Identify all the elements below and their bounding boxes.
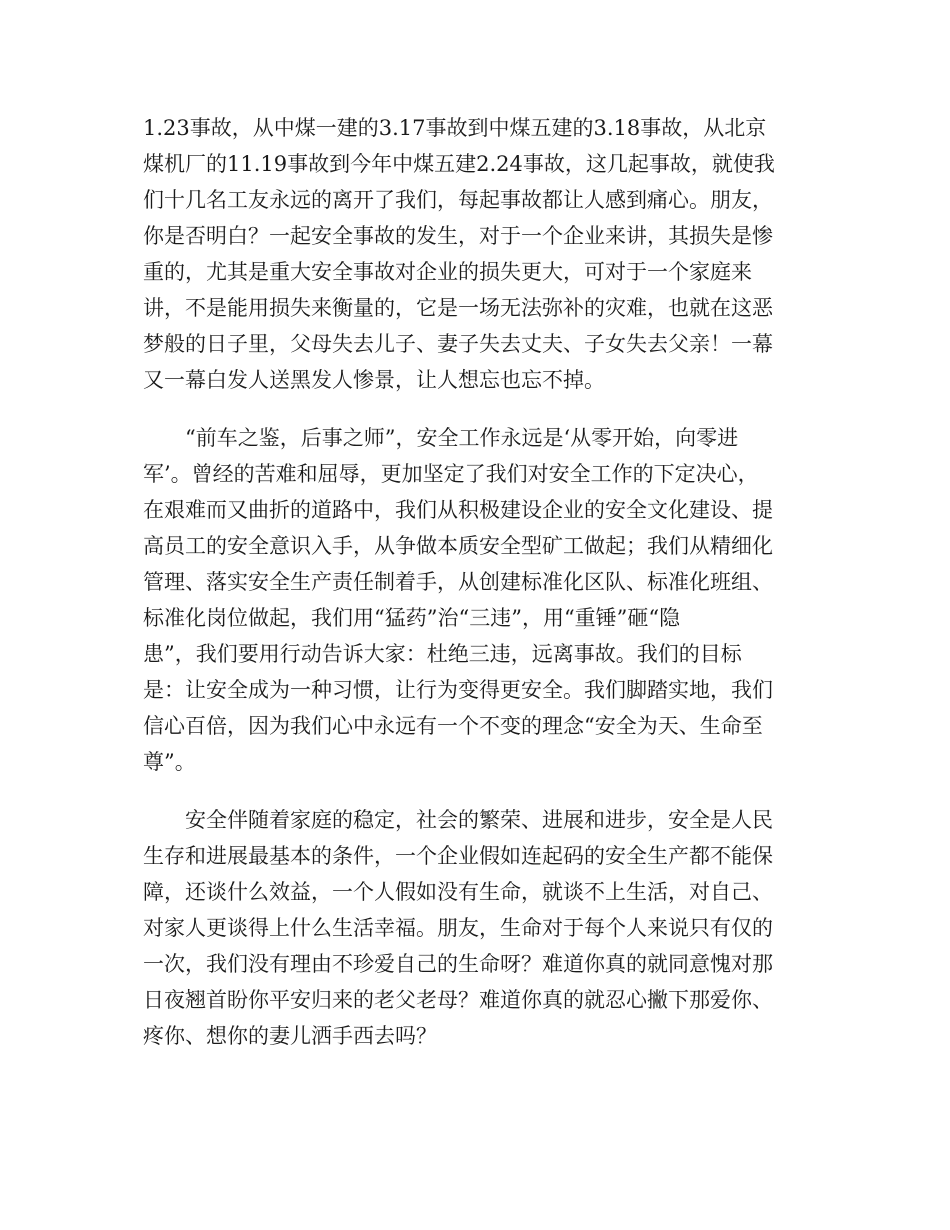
text-line: 障，还谈什么效益，一个人假如没有生命，就谈不上生活，对自己、: [143, 880, 773, 904]
text-line: 日夜翘首盼你平安归来的老父老母？难道你真的就忍心撇下那爱你、: [143, 988, 773, 1012]
text-line: 高员工的安全意识入手，从争做本质安全型矿工做起；我们从精细化: [143, 534, 773, 558]
text-line: 患”，我们要用行动告诉大家：杜绝三违，远离事故。我们的目标: [143, 642, 742, 666]
text-line: 梦般的日子里，父母失去儿子、妻子失去丈夫、子女失去父亲！一幕: [143, 332, 773, 356]
text-line: 管理、落实安全生产责任制着手，从创建标准化区队、标准化班组、: [143, 570, 773, 594]
text-line: 生存和进展最基本的条件，一个企业假如连起码的安全生产都不能保: [143, 844, 773, 868]
text-line: 重的，尤其是重大安全事故对企业的损失更大，可对于一个家庭来: [143, 260, 752, 284]
text-line: 信心百倍，因为我们心中永远有一个不变的理念“安全为天、生命至: [143, 714, 763, 738]
text-line: 你是否明白？一起安全事故的发生，对于一个企业来讲，其损失是惨: [143, 224, 773, 248]
text-line: 安全伴随着家庭的稳定，社会的繁荣、进展和进步，安全是人民: [185, 808, 773, 832]
text-line: 们十几名工友永远的离开了我们，每起事故都让人感到痛心。朋友，: [143, 188, 773, 212]
text-line: 在艰难而又曲折的道路中，我们从积极建设企业的安全文化建设、提: [143, 498, 773, 522]
text-line: 标准化岗位做起，我们用“猛药”治“三违”，用“重锤”砸“隐: [143, 606, 681, 630]
text-line: 煤机厂的11.19事故到今年中煤五建2.24事故，这几起事故，就使我: [143, 152, 775, 176]
text-line: 对家人更谈得上什么生活幸福。朋友，生命对于每个人来说只有仅的: [143, 916, 773, 940]
text-line: 军’。曾经的苦难和屈辱，更加坚定了我们对安全工作的下定决心，: [143, 462, 759, 486]
text-line: 尊”。: [143, 750, 196, 774]
text-line: “前车之鉴，后事之师”，安全工作永远是‘从零开始，向零进: [185, 426, 739, 450]
text-line: 疼你、想你的妻儿洒手西去吗？: [143, 1024, 437, 1048]
text-line: 1.23事故，从中煤一建的3.17事故到中煤五建的3.18事故，从北京: [143, 116, 767, 140]
text-line: 一次，我们没有理由不珍爱自己的生命呀？难道你真的就同意愧对那: [143, 952, 773, 976]
text-line: 是：让安全成为一种习惯，让行为变得更安全。我们脚踏实地，我们: [143, 678, 773, 702]
text-line: 讲，不是能用损失来衡量的，它是一场无法弥补的灾难，也就在这恶: [143, 296, 773, 320]
text-line: 又一幕白发人送黑发人惨景，让人想忘也忘不掉。: [143, 368, 605, 392]
